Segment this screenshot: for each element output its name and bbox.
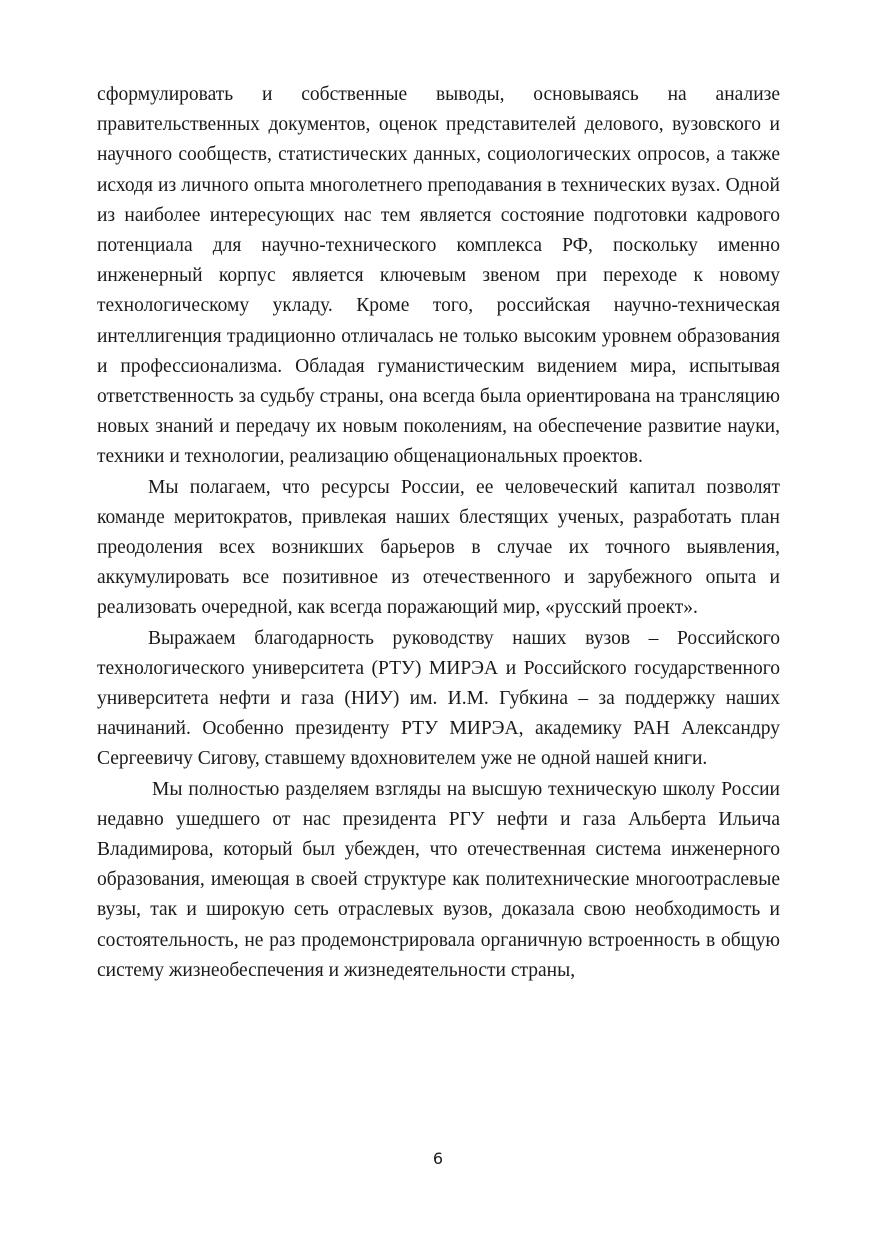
page-number: 6 — [432, 1149, 444, 1168]
paragraph-1: сформулировать и собственные выводы, основываясь на анализе правительственных документов, оценок представителей делового, вузовского и научного сообществ, статистических данных, социологических опросов, а также исходя из личного опыта многолетнего преподавания в технических вузах. Одной из наиболее интересующих нас тем является состояние подготовки кадрового потенциала для научно-технического комплекса РФ, поскольку именно инженерный корпус является ключевым звеном при переходе к новому технологическому укладу. Кроме того, российская научно-техническая интеллигенция традиционно отличалась не только высоким уровнем образования и профессионализма. Обладая гуманистическим видением мира, испытывая ответственность за судьбу страны, она всегда была ориентирована на трансляцию новых знаний и передачу их новым поколениям, на обеспечение развитие науки, техники и технологии, реализацию общенациональных проектов. — [97, 84, 780, 468]
paragraph-2: Мы полагаем, что ресурсы России, ее человеческий капитал позволят команде меритократов, привлекая наших блестящих ученых, разработать план преодоления всех возникших барьеров в случае их точного выявления, аккумулировать все позитивное из отечественного и зарубежного опыта и реализовать очередной, как всегда поражающий мир, «русский проект». — [97, 476, 780, 619]
paragraph-3: Выражаем благодарность руководству наших вузов – Российского технологического университета (РТУ) МИРЭА и Российского государственного университета нефти и газа (НИУ) им. И.М. Губкина – за поддержку наших начинаний. Особенно президенту РТУ МИРЭА, академику РАН Александру Сергеевичу Сигову, ставшему вдохновителем уже не одной нашей книги. — [97, 627, 780, 770]
body-text — [97, 80, 780, 986]
paragraph-4: Мы полностью разделяем взгляды на высшую техническую школу России недавно ушедшего от нас президента РГУ нефти и газа Альберта Ильича Владимирова, который был убежден, что отечественная система инженерного образования, имеющая в своей структуре как политехнические многоотраслевые вузы, так и широкую сеть отраслевых вузов, доказала свою необходимость и состоятельность, не раз продемонстрировала органичную встроенность в общую систему жизнеобеспечения и жизнедеятельности страны, — [97, 778, 780, 981]
